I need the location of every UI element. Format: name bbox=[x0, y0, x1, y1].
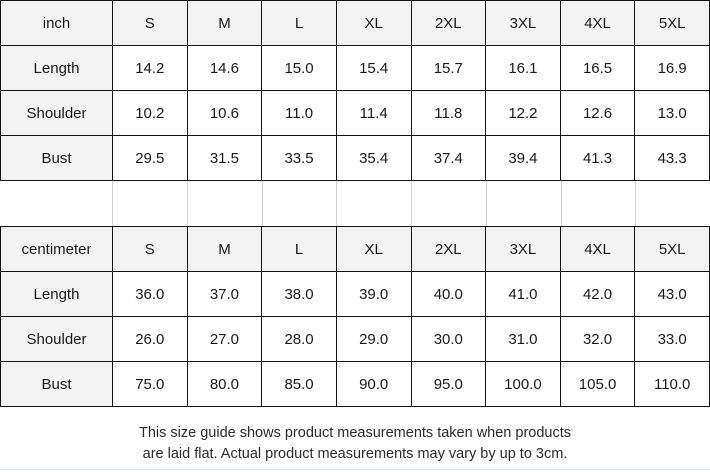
value-cell: 37.4 bbox=[411, 136, 486, 181]
value-cell: 33.0 bbox=[635, 317, 710, 362]
gap-column-line bbox=[188, 181, 263, 226]
value-cell: 27.0 bbox=[187, 317, 262, 362]
size-header-cell: XL bbox=[336, 1, 411, 46]
value-cell: 29.0 bbox=[336, 317, 411, 362]
size-header-cell: 3XL bbox=[486, 1, 561, 46]
size-header-cell: XL bbox=[336, 227, 411, 272]
size-header-cell: M bbox=[187, 227, 262, 272]
value-cell: 15.0 bbox=[262, 46, 337, 91]
value-cell: 41.0 bbox=[486, 272, 561, 317]
size-header-cell: M bbox=[187, 1, 262, 46]
gap-column-line bbox=[487, 181, 562, 226]
table-row bbox=[1, 272, 710, 317]
size-guide-disclaimer bbox=[0, 423, 710, 465]
value-cell: 31.5 bbox=[187, 136, 262, 181]
value-cell: 41.3 bbox=[560, 136, 635, 181]
measure-label-cell: Bust bbox=[1, 362, 113, 407]
gap-column-line bbox=[263, 181, 338, 226]
disclaimer-line-2: are laid flat. Actual product measurements may vary by up to 3cm. bbox=[142, 446, 568, 462]
size-header-cell: L bbox=[262, 1, 337, 46]
value-cell: 16.5 bbox=[560, 46, 635, 91]
size-header-cell: 2XL bbox=[411, 1, 486, 46]
value-cell: 30.0 bbox=[411, 317, 486, 362]
size-header-cell: L bbox=[262, 227, 337, 272]
value-cell: 12.2 bbox=[486, 91, 561, 136]
value-cell: 90.0 bbox=[336, 362, 411, 407]
size-header-cell: 2XL bbox=[411, 227, 486, 272]
inch-size-table bbox=[0, 0, 710, 181]
value-cell: 14.6 bbox=[187, 46, 262, 91]
bottom-divider-line bbox=[0, 469, 710, 470]
gap-column-line bbox=[0, 181, 113, 226]
value-cell: 40.0 bbox=[411, 272, 486, 317]
size-header-cell: 3XL bbox=[486, 227, 561, 272]
value-cell: 43.0 bbox=[635, 272, 710, 317]
table-gap-divider bbox=[0, 181, 710, 226]
value-cell: 26.0 bbox=[113, 317, 188, 362]
value-cell: 16.1 bbox=[486, 46, 561, 91]
gap-column-line bbox=[412, 181, 487, 226]
value-cell: 38.0 bbox=[262, 272, 337, 317]
unit-cell: centimeter bbox=[1, 227, 113, 272]
unit-cell: inch bbox=[1, 1, 113, 46]
value-cell: 29.5 bbox=[113, 136, 188, 181]
size-header-cell: 4XL bbox=[560, 227, 635, 272]
value-cell: 42.0 bbox=[560, 272, 635, 317]
value-cell: 32.0 bbox=[560, 317, 635, 362]
value-cell: 80.0 bbox=[187, 362, 262, 407]
size-header-cell: S bbox=[113, 1, 188, 46]
size-header-cell: 4XL bbox=[560, 1, 635, 46]
gap-column-line bbox=[636, 181, 710, 226]
value-cell: 39.0 bbox=[336, 272, 411, 317]
disclaimer-line-1: This size guide shows product measurements taken when products bbox=[139, 425, 571, 441]
value-cell: 110.0 bbox=[635, 362, 710, 407]
value-cell: 35.4 bbox=[336, 136, 411, 181]
value-cell: 10.6 bbox=[187, 91, 262, 136]
value-cell: 85.0 bbox=[262, 362, 337, 407]
table-row bbox=[1, 46, 710, 91]
value-cell: 28.0 bbox=[262, 317, 337, 362]
table-row bbox=[1, 136, 710, 181]
value-cell: 95.0 bbox=[411, 362, 486, 407]
value-cell: 43.3 bbox=[635, 136, 710, 181]
value-cell: 75.0 bbox=[113, 362, 188, 407]
value-cell: 31.0 bbox=[486, 317, 561, 362]
value-cell: 13.0 bbox=[635, 91, 710, 136]
size-header-cell: 5XL bbox=[635, 227, 710, 272]
centimeter-size-table bbox=[0, 226, 710, 407]
value-cell: 14.2 bbox=[113, 46, 188, 91]
size-header-cell: 5XL bbox=[635, 1, 710, 46]
gap-column-line bbox=[562, 181, 637, 226]
value-cell: 11.8 bbox=[411, 91, 486, 136]
measure-label-cell: Shoulder bbox=[1, 91, 113, 136]
gap-column-line bbox=[113, 181, 188, 226]
inch-header-row bbox=[1, 1, 710, 46]
cm-header-row bbox=[1, 227, 710, 272]
value-cell: 39.4 bbox=[486, 136, 561, 181]
measure-label-cell: Length bbox=[1, 46, 113, 91]
value-cell: 105.0 bbox=[560, 362, 635, 407]
value-cell: 10.2 bbox=[113, 91, 188, 136]
measure-label-cell: Bust bbox=[1, 136, 113, 181]
value-cell: 100.0 bbox=[486, 362, 561, 407]
table-row bbox=[1, 91, 710, 136]
value-cell: 37.0 bbox=[187, 272, 262, 317]
table-row bbox=[1, 362, 710, 407]
size-header-cell: S bbox=[113, 227, 188, 272]
value-cell: 12.6 bbox=[560, 91, 635, 136]
table-row bbox=[1, 317, 710, 362]
value-cell: 15.7 bbox=[411, 46, 486, 91]
value-cell: 16.9 bbox=[635, 46, 710, 91]
gap-column-line bbox=[337, 181, 412, 226]
value-cell: 15.4 bbox=[336, 46, 411, 91]
measure-label-cell: Length bbox=[1, 272, 113, 317]
measure-label-cell: Shoulder bbox=[1, 317, 113, 362]
value-cell: 36.0 bbox=[113, 272, 188, 317]
value-cell: 11.4 bbox=[336, 91, 411, 136]
value-cell: 11.0 bbox=[262, 91, 337, 136]
value-cell: 33.5 bbox=[262, 136, 337, 181]
